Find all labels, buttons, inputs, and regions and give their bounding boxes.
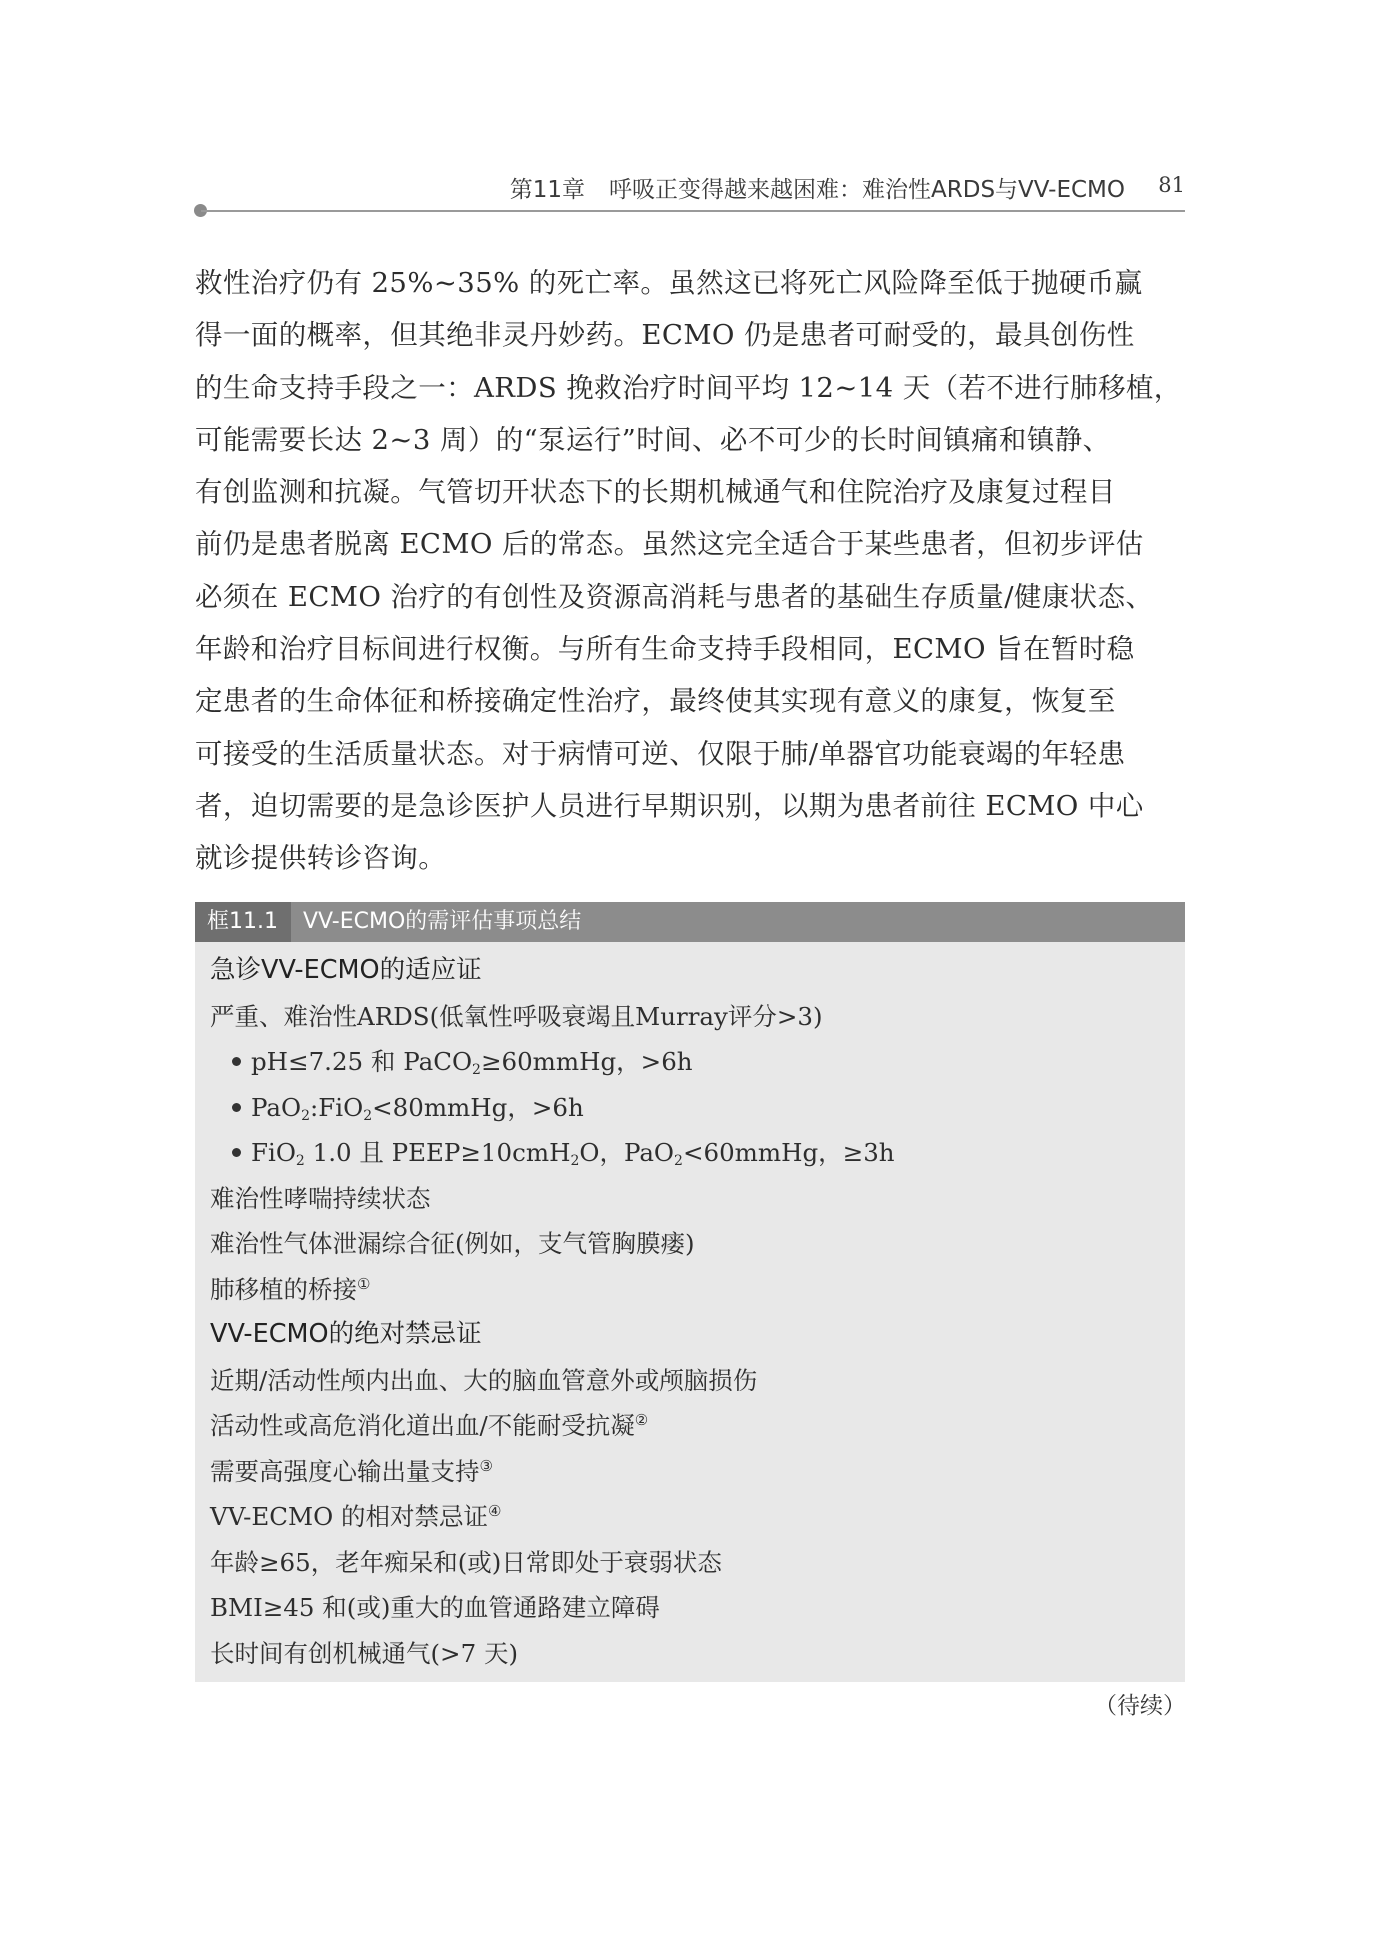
list-item: 近期/活动性颅内出血、大的脑血管意外或颅脑损伤 [210, 1365, 758, 1395]
list-item: BMI≥45 和(或)重大的血管通路建立障碍 [210, 1593, 660, 1622]
bullet-text: <80mmHg，>6h [372, 1092, 584, 1122]
bullet-icon [232, 1103, 241, 1112]
list-item: 严重、难治性ARDS(低氧性呼吸衰竭且Murray评分>3) [210, 1001, 823, 1031]
subscript: 2 [295, 1153, 305, 1169]
bullet-item [210, 1039, 1170, 1085]
item-text: 活动性或高危消化道出血/不能耐受抗凝 [210, 1411, 635, 1440]
box-header [195, 902, 1185, 942]
footnote-marker: ③ [479, 1456, 493, 1475]
item-text: VV-ECMO 的相对禁忌证 [210, 1502, 489, 1531]
item-text: 需要高强度心输出量支持 [210, 1456, 480, 1486]
body-paragraph [195, 257, 1185, 885]
list-item [210, 1449, 1170, 1495]
subscript: 2 [674, 1153, 683, 1169]
subscript: 2 [363, 1107, 373, 1124]
bullet-text: O，PaO [579, 1138, 675, 1167]
bullet-item [210, 1130, 1170, 1176]
bullet-text: :FiO [310, 1092, 364, 1122]
bullet-text: ≥60mmHg，>6h [480, 1047, 693, 1076]
body-line: 定患者的生命体征和桥接确定性治疗，最终使其实现有意义的康复，恢复至 [195, 685, 1116, 718]
body-line: 的生命支持手段之一：ARDS 挽救治疗时间平均 12~14 天（若不进行肺移植， [195, 371, 1182, 404]
bullet-item [210, 1085, 1170, 1131]
summary-box [195, 902, 1185, 1682]
body-line: 就诊提供转诊咨询。 [195, 842, 447, 875]
chapter-title [510, 171, 1125, 204]
footnote-marker: ① [357, 1274, 371, 1293]
running-header [195, 165, 1185, 205]
body-line: 可能需要长达 2~3 周）的“泵运行”时间、必不可少的长时间镇痛和镇静、 [195, 423, 1111, 456]
list-item: 长时间有创机械通气(>7 天) [210, 1638, 519, 1668]
body-line: 必须在 ECMO 治疗的有创性及资源高消耗与患者的基础生存质量/健康状态、 [195, 580, 1154, 613]
bullet-text: 1.0 且 PEEP≥10cmH [304, 1138, 571, 1167]
box-label: 框11.1 [195, 902, 291, 942]
bullet-icon [232, 1057, 241, 1066]
list-item [210, 1267, 1170, 1313]
subscript: 2 [570, 1153, 580, 1169]
box-content [210, 948, 1170, 1676]
bullet-text: PaO [251, 1092, 302, 1122]
chapter-number: 第11章 [509, 177, 586, 203]
subscript: 2 [301, 1107, 310, 1124]
body-line: 有创监测和抗凝。气管切开状态下的长期机械通气和住院治疗及康复过程目 [195, 476, 1116, 509]
continued-note: （待续） [1094, 1693, 1186, 1719]
item-text: 肺移植的桥接 [210, 1274, 357, 1304]
chapter-name: 呼吸正变得越来越困难：难治性ARDS与VV-ECMO [609, 177, 1125, 203]
list-item [210, 1403, 1170, 1449]
bullet-text: <60mmHg，≥3h [682, 1138, 895, 1167]
body-line: 年龄和治疗目标间进行权衡。与所有生命支持手段相同，ECMO 旨在暂时稳 [195, 633, 1135, 666]
bullet-text: FiO [251, 1138, 296, 1167]
list-item: 难治性气体泄漏综合征(例如，支气管胸膜瘘) [210, 1229, 695, 1258]
bullet-text: pH≤7.25 和 PaCO [251, 1047, 473, 1076]
footnote-marker: ④ [488, 1502, 502, 1520]
header-rule [201, 210, 1185, 212]
section-heading-indications: 急诊VV-ECMO的适应证 [210, 955, 482, 985]
page-number: 81 [1158, 173, 1185, 197]
body-line: 救性治疗仍有 25%~35% 的死亡率。虽然这已将死亡风险降至低于抛硬币赢 [195, 267, 1143, 299]
bullet-icon [232, 1148, 241, 1157]
footnote-marker: ② [634, 1411, 649, 1429]
body-line: 得一面的概率，但其绝非灵丹妙药。ECMO 仍是患者可耐受的，最具创伤性 [195, 319, 1135, 352]
body-line: 者，迫切需要的是急诊医护人员进行早期识别，以期为患者前往 ECMO 中心 [195, 789, 1144, 822]
body-line: 前仍是患者脱离 ECMO 后的常态。虽然这完全适合于某些患者，但初步评估 [195, 528, 1144, 561]
subscript: 2 [472, 1062, 481, 1078]
body-line: 可接受的生活质量状态。对于病情可逆、仅限于肺/单器官功能衰竭的年轻患 [195, 737, 1126, 770]
box-title: VV-ECMO的需评估事项总结 [303, 909, 582, 934]
list-item: 年龄≥65，老年痴呆和(或)日常即处于衰弱状态 [210, 1547, 722, 1577]
section-heading-contraindications: VV-ECMO的绝对禁忌证 [210, 1319, 482, 1349]
list-item: 难治性哮喘持续状态 [210, 1183, 431, 1213]
list-item [210, 1494, 1170, 1540]
